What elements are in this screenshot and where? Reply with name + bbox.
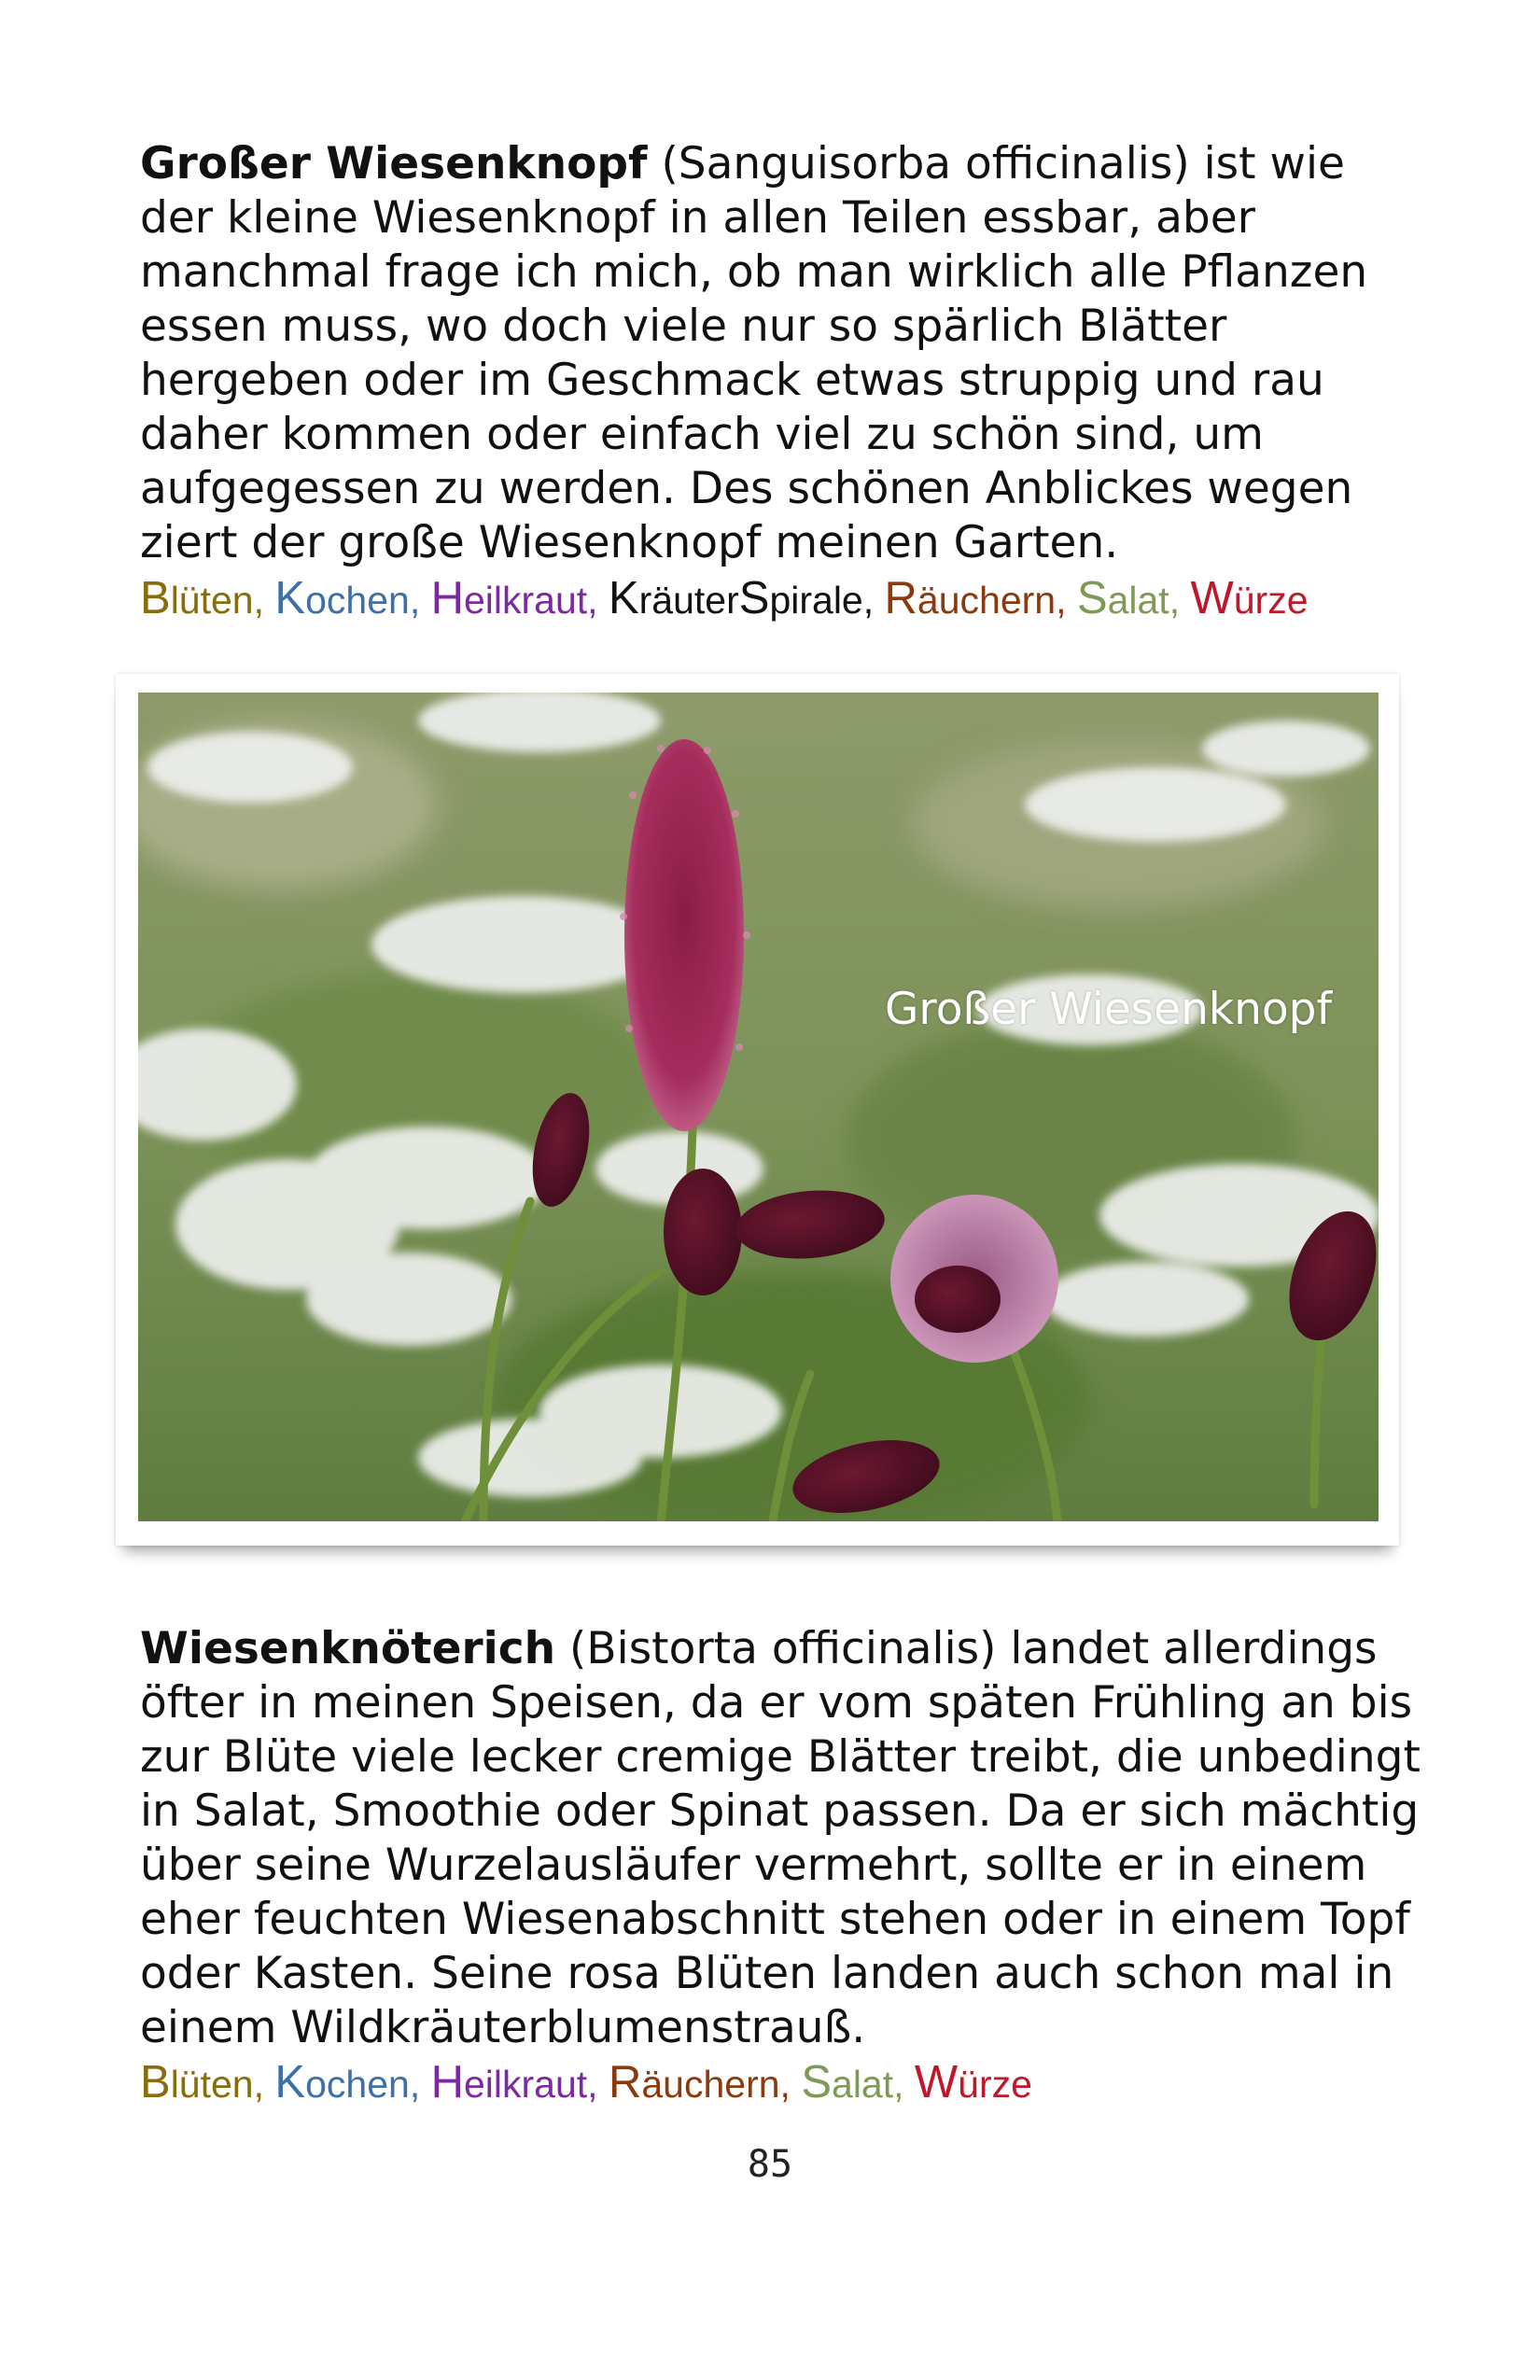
tag-list	[140, 575, 1309, 623]
tag-rest: lüten	[170, 579, 254, 622]
tag-initial: H	[430, 2057, 464, 2107]
tag-rest: eilkraut	[464, 579, 588, 622]
tag-initial: S	[738, 573, 770, 623]
tag-separator: ,	[1169, 579, 1191, 622]
tag-rest: ürze	[1233, 579, 1309, 622]
tag-separator: ,	[253, 579, 275, 622]
tag-link[interactable]	[608, 573, 863, 623]
tag-link[interactable]	[430, 573, 588, 623]
tag-initial: K	[608, 573, 639, 623]
tag-rest: ürze	[958, 2063, 1032, 2106]
tag-link[interactable]	[1076, 573, 1169, 623]
tag-separator: ,	[1056, 579, 1077, 622]
tag-rest: räuter	[638, 579, 739, 622]
tag-rest: alat	[1107, 579, 1169, 622]
tag-rest: äuchern	[641, 2063, 780, 2106]
tag-separator: ,	[409, 579, 431, 622]
tag-separator: ,	[587, 579, 609, 622]
entry-paragraph-wiesenknoeterich	[140, 1622, 1428, 2055]
tag-link[interactable]	[1190, 573, 1309, 623]
tag-separator: ,	[893, 2063, 915, 2106]
tag-link[interactable]	[801, 2057, 894, 2107]
tag-link[interactable]	[140, 2057, 254, 2107]
photo-caption: Großer Wiesenknopf	[885, 984, 1332, 1035]
tag-separator: ,	[409, 2063, 431, 2106]
tag-link[interactable]	[914, 2057, 1032, 2107]
tag-link[interactable]	[608, 2057, 780, 2107]
tag-separator: ,	[862, 579, 885, 622]
plant-name: Großer Wiesenknopf	[140, 138, 648, 189]
tag-rest: ochen	[305, 579, 410, 622]
entry-text: (Bistorta officinalis) landet allerdings öfter in meinen Speisen, da er vom späten Frühling an bis zur Blüte viele lecker cremige Blätter treibt, die unbedingt in Salat, Smoothie oder Spinat passen. Da er sich mächtig über seine Wurzelausläufer vermehrt, sollte er in einem eher feuchten Wiesenabschnitt stehen oder in einem Topf oder Kasten. Seine rosa Blüten landen auch schon mal in einem Wildkräuterblumenstrauß.	[140, 1623, 1421, 2053]
tag-initial: R	[608, 2057, 642, 2107]
tag-link[interactable]	[430, 2057, 588, 2107]
tag-rest: äuchern	[917, 579, 1057, 622]
tag-list	[140, 2059, 1032, 2107]
tag-initial: H	[430, 573, 464, 623]
tag-initial: S	[801, 2057, 833, 2107]
tag-link[interactable]	[274, 573, 410, 623]
tag-initial: B	[140, 2057, 171, 2107]
plant-name: Wiesenknöterich	[140, 1623, 556, 1674]
tag-rest: eilkraut	[464, 2063, 588, 2106]
tag-link[interactable]	[140, 573, 254, 623]
tag-separator: ,	[253, 2063, 275, 2106]
tag-link[interactable]	[884, 573, 1057, 623]
page-number: 85	[747, 2143, 793, 2186]
tag-initial: K	[274, 573, 306, 623]
tag-separator: ,	[587, 2063, 609, 2106]
tag-rest: lüten	[170, 2063, 254, 2106]
tag-initial: W	[1190, 573, 1234, 623]
tag-initial: K	[274, 2057, 306, 2107]
tag-initial: R	[884, 573, 917, 623]
tag-initial: B	[140, 573, 171, 623]
tag-initial: W	[914, 2057, 959, 2107]
tag-rest: ochen	[305, 2063, 410, 2106]
flower-photo	[138, 693, 1379, 1521]
tag-link[interactable]	[274, 2057, 410, 2107]
tag-rest: pirale	[769, 579, 863, 622]
tag-rest: alat	[832, 2063, 894, 2106]
tag-separator: ,	[779, 2063, 802, 2106]
tag-initial: S	[1076, 573, 1108, 623]
entry-paragraph-grosser-wiesenknopf	[140, 137, 1428, 570]
entry-text: (Sanguisorba officinalis) ist wie der kleine Wiesenknopf in allen Teilen essbar, aber manchmal frage ich mich, ob man wirklich alle Pflanzen essen muss, wo doch viele nur so spärlich Blätter hergeben oder im Geschmack etwas struppig und rau daher kommen oder einfach viel zu schön sind, um aufgegessen zu werden. Des schönen Anblickes wegen ziert der große Wiesenknopf meinen Garten.	[140, 138, 1368, 568]
